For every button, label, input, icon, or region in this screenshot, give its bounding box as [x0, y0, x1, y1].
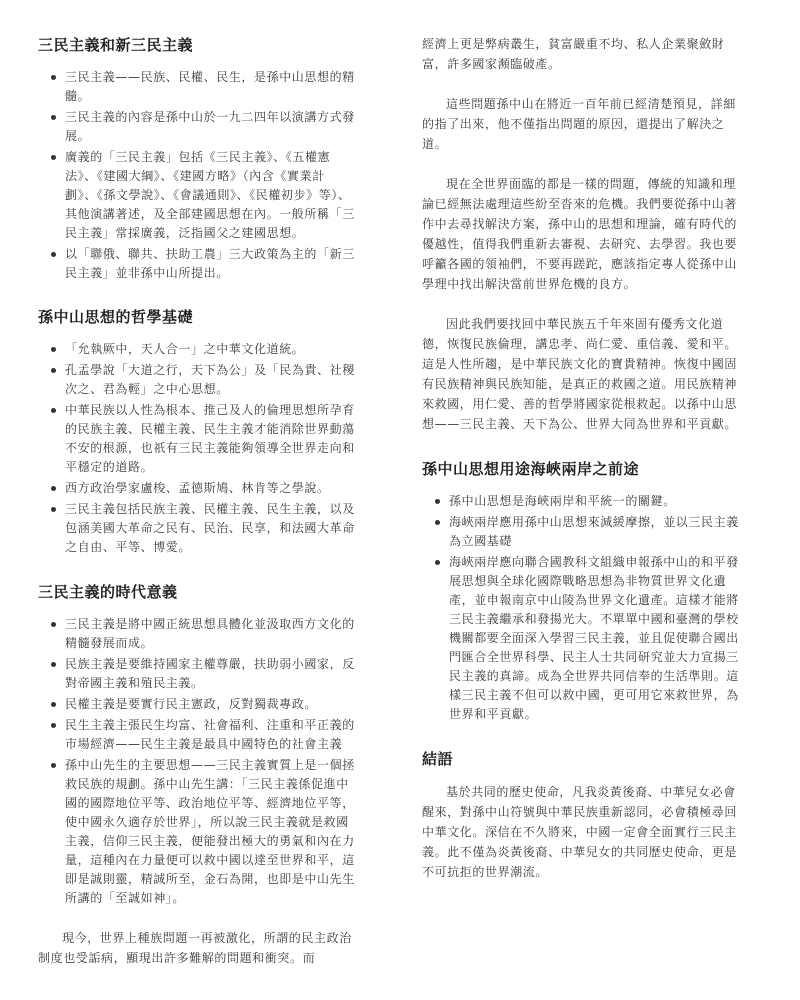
list-item: 孫中山思想是海峽兩岸和平統一的關鍵。: [449, 492, 742, 511]
cross-strait-list: [422, 492, 742, 724]
list-item: 海峽兩岸應向聯合國教科文組織申報孫中山的和平發展思想與全球化國際戰略思想為非物質世界文化遺產，並申報南京中山陵為世界文化遺產。這樣才能將三民主義繼承和發揚光大。不單單中國和臺灣的學校機關都要全面深入學習三民主義，並且促使聯合國出門匯合全世界科學、民主人士共同研究並大力宣揚三民主義的真諦。成為全世界共同信奉的生活準則。這樣三民主義不但可以救中國，更可用它來救世界，為世界和平貢獻。: [449, 553, 742, 724]
section-heading-conclusion: 結語: [422, 750, 454, 768]
era-list: [38, 615, 356, 908]
section-heading-philosophy: 孫中山思想的哲學基礎: [38, 308, 194, 326]
list-item: 「允執厥中，天人合一」之中華文化道統。: [65, 340, 356, 359]
list-item: 中華民族以人性為根本、推己及人的倫理思想所孕育的民族主義、民權主義、民生主義才能消除世界動蕩不安的根源，也祇有三民主義能夠領導全世界走向和平穩定的道路。: [65, 401, 356, 477]
sanmin-list: [38, 68, 356, 283]
list-item: 以「聯俄、聯共、扶助工農」三大政策為主的「新三民主義」並非孫中山所提出。: [65, 245, 356, 283]
body-paragraph: 現在全世界面臨的都是一樣的問題，傳統的知識和理論已經無法處理這些紛至沓來的危機。我們要從孫中山著作中去尋找解決方案，孫中山的思想和理論，確有時代的優越性，值得我們重新去審視、去研究、去學習。我也要呼籲各國的領袖們，不要再蹉跎，應該指定專人從孫中山學理中找出解決當前世界危機的良方。: [422, 177, 738, 291]
right-column: [422, 0, 742, 882]
list-item: 孔孟學說「大道之行，天下為公」及「民為貴、社稷次之、君為輕」之中心思想。: [65, 361, 356, 399]
list-item: 海峽兩岸應用孫中山思想來減緩摩擦，並以三民主義為立國基礎: [449, 513, 742, 551]
list-item: 三民主義——民族、民權、民生，是孫中山思想的精髓。: [65, 68, 356, 106]
list-item: 民族主義是要維持國家主權尊嚴，扶助弱小國家，反對帝國主義和殖民主義。: [65, 655, 356, 693]
list-item: 三民主義包括民族主義、民權主義、民生主義，以及包涵美國大革命之民有、民治、民享，和法國大革命之自由、平等、博愛。: [65, 500, 356, 557]
list-item: 孫中山先生的主要思想——三民主義實質上是一個拯救民族的規劃。孫中山先生講：「三民主義係促進中國的國際地位平等、政治地位平等、經濟地位平等，使中國永久適存於世界」，所以說三民主義就是救國主義，信仰三民主義，便能發出極大的勇氣和內在力量，這種內在力量便可以救中國以達至世界和平，這即是誠則靈，精誠所至，金石為開，也即是中山先生所講的「至誠如神」。: [65, 756, 356, 908]
section-heading-cross-strait: 孫中山思想用途海峽兩岸之前途: [422, 460, 640, 478]
body-paragraph: 因此我們要找回中華民族五千年來固有優秀文化道德，恢復民族倫理，講忠孝、尚仁愛、重信義、愛和平。這是人性所趨，是中華民族文化的寶貴精神。恢復中國固有民族精神與民族知能，是真正的救國之道。用民族精神來救國，用仁愛、善的哲學將國家從根救起。以孫中山思想——三民主義、天下為公、世界大同為世界和平貢獻。: [422, 317, 738, 431]
body-paragraph-continued: 經濟上更是弊病叢生，貧富嚴重不均、私人企業聚斂財富，許多國家瀕臨破產。: [422, 37, 725, 71]
philosophy-list: [38, 340, 356, 557]
list-item: 廣義的「三民主義」包括《三民主義》、《五權憲法》、《建國大綱》、《建國方略》（內含《實業計劃》、《孫文學說》、《會議通則》、《民權初步》等）、其他演講著述，及全部建國思想在內。一般所稱「三民主義」常採廣義，泛指國父之建國思想。: [65, 148, 356, 243]
list-item: 西方政治學家盧梭、孟德斯鳩、林肯等之學說。: [65, 479, 356, 498]
list-item: 民權主義是要實行民主憲政，反對獨裁專政。: [65, 695, 356, 714]
body-paragraph: 現今，世界上種族問題一再被激化，所謂的民主政治制度也受詬病，顯現出許多難解的問題和衝突。而: [38, 931, 352, 965]
section-heading-sanmin: 三民主義和新三民主義: [38, 36, 194, 54]
list-item: 三民主義是將中國正統思想具體化並汲取西方文化的精髓發展而成。: [65, 615, 356, 653]
section-heading-era: 三民主義的時代意義: [38, 583, 178, 601]
body-paragraph: 這些問題孫中山在將近一百年前已經清楚預見，詳細的指了出來，他不僅指出問題的原因，還提出了解決之道。: [422, 97, 736, 151]
left-column: [38, 0, 356, 968]
body-paragraph: 基於共同的歷史使命，凡我炎黃後裔、中華兒女必會醒來，對孫中山符號與中華民族重新認同，必會積極尋回中華文化。深信在不久將來，中國一定會全面實行三民主義。此不僅為炎黃後裔、中華兒女的共同歷史使命，更是不可抗拒的世界潮流。: [422, 785, 738, 879]
list-item: 三民主義的內容是孫中山於一九二四年以演講方式發展。: [65, 108, 356, 146]
list-item: 民生主義主張民生均富、社會福利、注重和平正義的市場經濟——民生主義是最具中國特色的社會主義: [65, 716, 356, 754]
